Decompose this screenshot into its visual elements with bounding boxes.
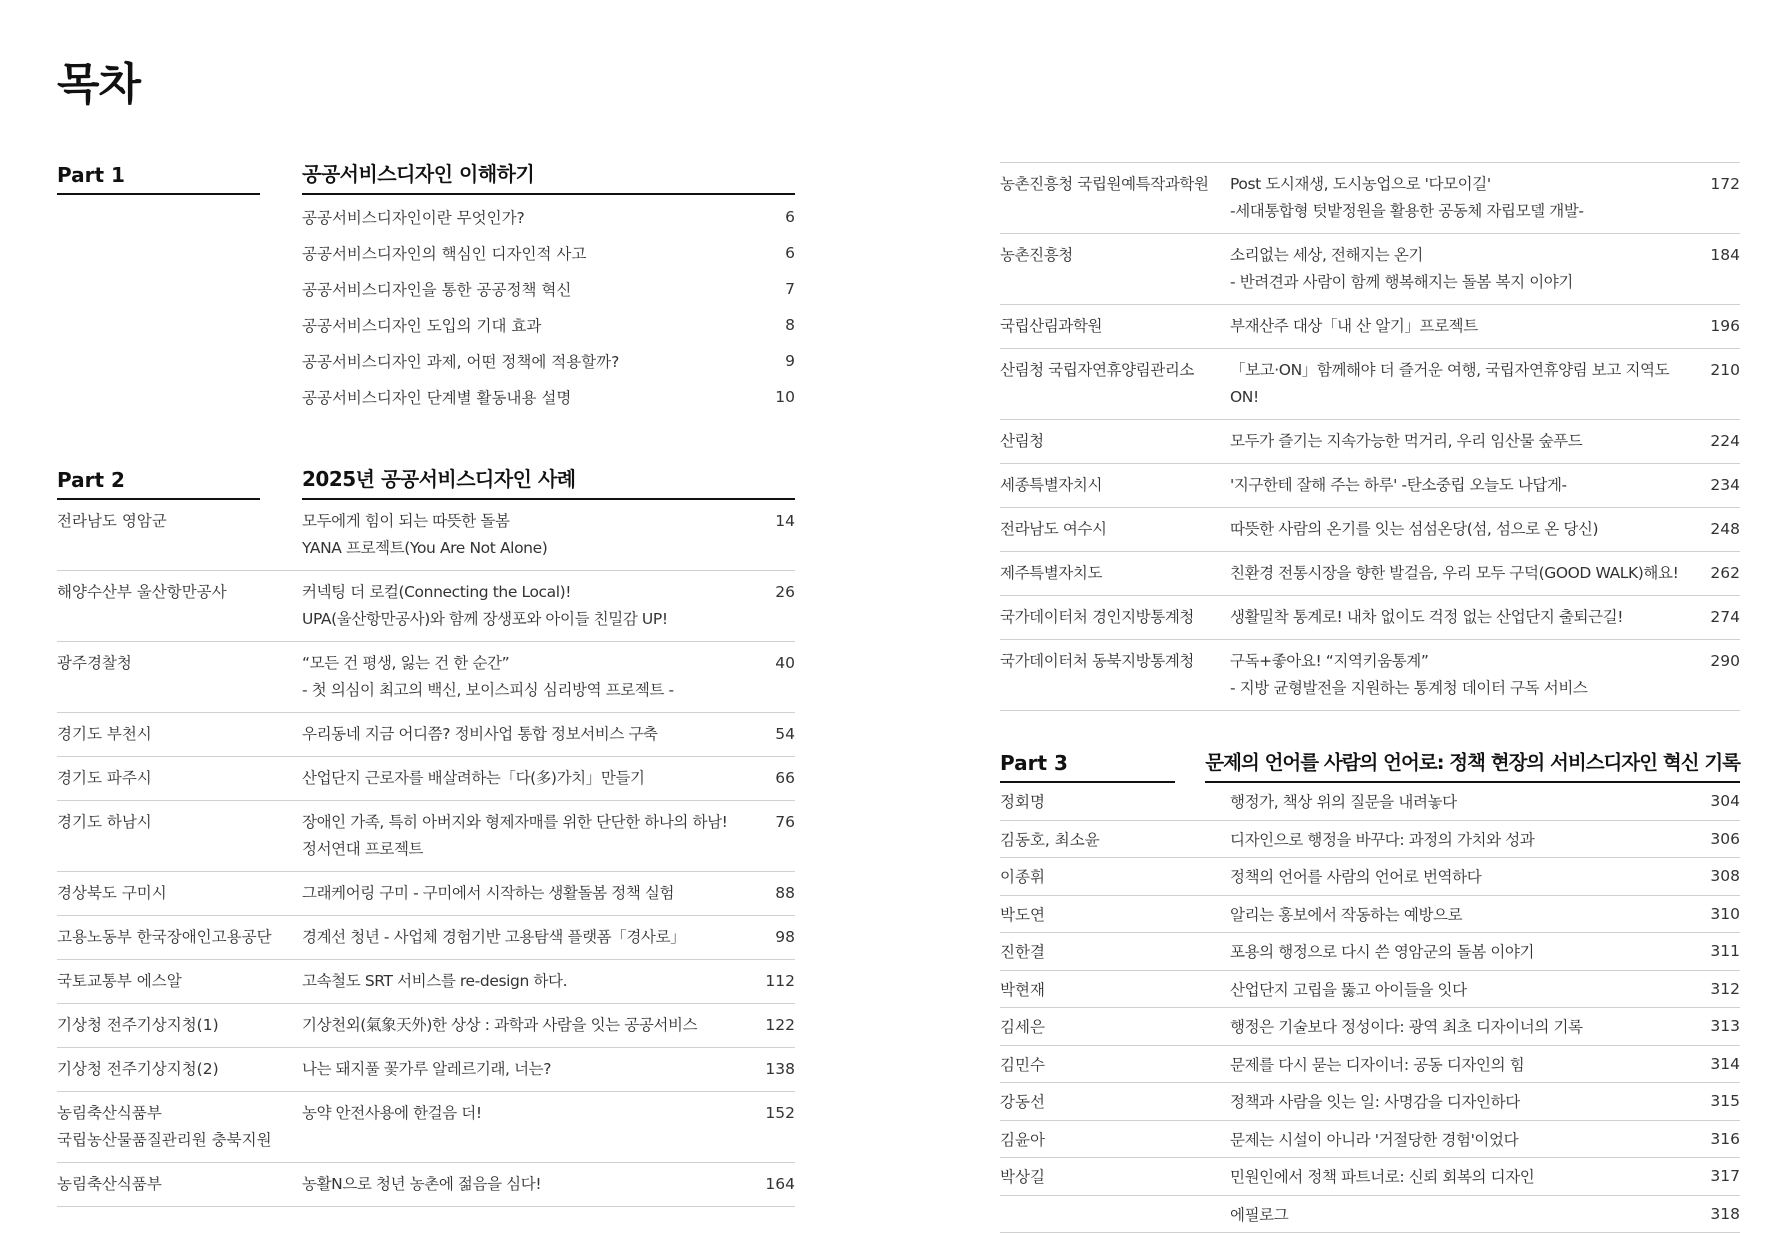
toc-essay-row[interactable] [1000,1008,1740,1046]
case-title: 커넥팅 더 로컬(Connecting the Local)! UPA(울산항만공사)와 함께 장생포와 아이들 친밀감 UP! [302,579,755,633]
toc-entry[interactable] [302,379,795,415]
case-title: 그래케어링 구미 - 구미에서 시작하는 생활돌봄 정책 실험 [302,880,755,907]
case-organization: 기상청 전주기상지청(1) [57,1012,302,1039]
case-organization: 경기도 하남시 [57,809,302,863]
case-organization: 농림축산식품부 국립농산물품질관리원 충북지원 [57,1100,302,1154]
toc-essay-row[interactable] [1000,1046,1740,1084]
case-page: 172 [1700,171,1740,225]
part2-left-list [57,500,795,1207]
toc-case-row[interactable] [1000,640,1740,711]
case-title: 나는 돼지풀 꽃가루 알레르기래, 너는? [302,1056,755,1083]
case-page: 112 [755,968,795,995]
part2-label: Part 2 [57,468,260,500]
case-page: 40 [755,650,795,704]
case-page: 98 [755,924,795,951]
toc-case-row[interactable] [57,872,795,916]
essay-title: 산업단지 고립을 뚫고 아이들을 잇다 [1230,978,1700,1000]
case-organization: 광주경찰청 [57,650,302,704]
essay-page: 310 [1700,905,1740,923]
essay-page: 311 [1700,942,1740,960]
case-page: 122 [755,1012,795,1039]
toc-entry-page: 10 [745,388,795,406]
case-title: 소리없는 세상, 전해지는 온기 - 반려견과 사람이 함께 행복해지는 돌봄 복지 이야기 [1230,242,1700,296]
toc-case-row[interactable] [57,757,795,801]
essay-page: 308 [1700,867,1740,885]
case-page: 26 [755,579,795,633]
case-page: 66 [755,765,795,792]
toc-essay-row[interactable] [1000,933,1740,971]
toc-case-row[interactable] [1000,305,1740,349]
case-organization: 해양수산부 울산항만공사 [57,579,302,633]
toc-essay-row[interactable] [1000,1083,1740,1121]
essay-page: 313 [1700,1017,1740,1035]
toc-essay-row[interactable] [1000,1158,1740,1196]
case-organization: 전라남도 영암군 [57,508,302,562]
case-organization: 국립산림과학원 [1000,313,1230,340]
essay-title: 정책의 언어를 사람의 언어로 번역하다 [1230,865,1700,887]
case-title: 생활밀착 통계로! 내차 없이도 걱정 없는 산업단지 출퇴근길! [1230,604,1700,631]
case-organization: 경기도 부천시 [57,721,302,748]
left-column [57,158,795,1207]
toc-case-row[interactable] [1000,163,1740,234]
essay-author: 박도연 [1000,903,1230,925]
toc-case-row[interactable] [57,960,795,1004]
toc-essay-row[interactable] [1000,1196,1740,1233]
case-page: 184 [1700,242,1740,296]
part3-title[interactable]: 문제의 언어를 사람의 언어로: 정책 현장의 서비스디자인 혁신 기록 [1205,747,1740,783]
case-page: 248 [1700,516,1740,543]
case-page: 54 [755,721,795,748]
essay-author: 김윤아 [1000,1128,1230,1150]
case-page: 224 [1700,428,1740,455]
case-page: 164 [755,1171,795,1198]
right-column [1000,162,1740,1233]
toc-case-row[interactable] [57,1163,795,1207]
case-title: 구독+좋아요! “지역키움통계” - 지방 균형발전을 지원하는 통계청 데이터 구독 서비스 [1230,648,1700,702]
case-title: Post 도시재생, 도시농업으로 '다모이길' -세대통합형 텃밭정원을 활용한 공동체 자립모델 개발- [1230,171,1700,225]
toc-case-row[interactable] [1000,596,1740,640]
essay-page: 314 [1700,1055,1740,1073]
case-title: 기상천외(氣象天外)한 상상 : 과학과 사람을 잇는 공공서비스 [302,1012,755,1039]
case-title: 고속철도 SRT 서비스를 re-design 하다. [302,968,755,995]
toc-case-row[interactable] [57,801,795,872]
essay-title: 에필로그 [1230,1203,1700,1225]
toc-case-row[interactable] [57,1092,795,1163]
essay-page: 318 [1700,1205,1740,1223]
toc-case-row[interactable] [57,713,795,757]
part2-title[interactable]: 2025년 공공서비스디자인 사례 [302,463,795,500]
case-organization: 고용노동부 한국장애인고용공단 [57,924,302,951]
essay-title: 정책과 사람을 잇는 일: 사명감을 디자인하다 [1230,1090,1700,1112]
toc-entry-title: 공공서비스디자인 과제, 어떤 정책에 적용할까? [302,350,745,372]
case-title: 모두에게 힘이 되는 따뜻한 돌봄 YANA 프로젝트(You Are Not Alone) [302,508,755,562]
toc-essay-row[interactable] [1000,1121,1740,1159]
case-organization: 경기도 파주시 [57,765,302,792]
part3-list [1000,783,1740,1233]
essay-page: 317 [1700,1167,1740,1185]
case-organization: 산림청 국립자연휴양림관리소 [1000,357,1230,411]
part3-header [1000,747,1740,783]
toc-essay-row[interactable] [1000,821,1740,859]
essay-author: 김민수 [1000,1053,1230,1075]
case-page: 274 [1700,604,1740,631]
toc-entry-title: 공공서비스디자인이란 무엇인가? [302,206,745,228]
toc-entry-page: 7 [745,280,795,298]
case-organization: 국토교통부 에스알 [57,968,302,995]
toc-entry-page: 9 [745,352,795,370]
toc-case-row[interactable] [1000,464,1740,508]
case-organization: 전라남도 여수시 [1000,516,1230,543]
case-page: 234 [1700,472,1740,499]
case-title: 모두가 즐기는 지속가능한 먹거리, 우리 임산물 숲푸드 [1230,428,1700,455]
toc-entry-page: 6 [745,244,795,262]
toc-essay-row[interactable] [1000,971,1740,1009]
essay-author: 강동선 [1000,1090,1230,1112]
case-organization: 농촌진흥청 [1000,242,1230,296]
case-organization: 제주특별자치도 [1000,560,1230,587]
essay-title: 행정가, 책상 위의 질문을 내려놓다 [1230,790,1700,812]
toc-case-row[interactable] [57,1048,795,1092]
toc-case-row[interactable] [57,916,795,960]
part1-label: Part 1 [57,163,260,195]
case-title: 산업단지 근로자를 배살려하는「다(多)가치」만들기 [302,765,755,792]
essay-page: 306 [1700,830,1740,848]
essay-title: 행정은 기술보다 정성이다: 광역 최초 디자이너의 기록 [1230,1015,1700,1037]
essay-title: 디자인으로 행정을 바꾸다: 과정의 가치와 성과 [1230,828,1700,850]
essay-author: 정회명 [1000,790,1230,812]
case-page: 76 [755,809,795,863]
toc-entry-title: 공공서비스디자인 도입의 기대 효과 [302,314,745,336]
case-organization: 기상청 전주기상지청(2) [57,1056,302,1083]
toc-case-row[interactable] [1000,552,1740,596]
case-title: 「보고·ON」함께해야 더 즐거운 여행, 국립자연휴양림 보고 지역도 ON! [1230,357,1700,411]
case-title: “모든 건 평생, 잃는 건 한 순간” - 첫 의심이 최고의 백신, 보이스피싱 심리방역 프로젝트 - [302,650,755,704]
case-page: 290 [1700,648,1740,702]
essay-page: 315 [1700,1092,1740,1110]
toc-entry[interactable] [302,271,795,307]
toc-entry-title: 공공서비스디자인 단계별 활동내용 설명 [302,386,745,408]
case-organization: 국가데이터처 경인지방통계청 [1000,604,1230,631]
toc-entry-title: 공공서비스디자인의 핵심인 디자인적 사고 [302,242,745,264]
case-title: 농약 안전사용에 한걸음 더! [302,1100,755,1154]
toc-entry[interactable] [302,199,795,235]
essay-author: 박현재 [1000,978,1230,1000]
essay-title: 문제는 시설이 아니라 '거절당한 경험'이었다 [1230,1128,1700,1150]
essay-page: 304 [1700,792,1740,810]
essay-author: 김세은 [1000,1015,1230,1037]
case-title: 장애인 가족, 특히 아버지와 형제자매를 위한 단단한 하나의 하남! 정서연대 프로젝트 [302,809,755,863]
case-title: 우리동네 지금 어디쯤? 정비사업 통합 정보서비스 구축 [302,721,755,748]
case-page: 138 [755,1056,795,1083]
toc-case-row[interactable] [1000,508,1740,552]
essay-author: 진한결 [1000,940,1230,962]
case-title: 경계선 청년 - 사업체 경험기반 고용탐색 플랫폼「경사로」 [302,924,755,951]
toc-case-row[interactable] [1000,234,1740,305]
case-page: 210 [1700,357,1740,411]
essay-title: 알리는 홍보에서 작동하는 예방으로 [1230,903,1700,925]
essay-author: 박상길 [1000,1165,1230,1187]
toc-case-row[interactable] [57,500,795,571]
essay-title: 포용의 행정으로 다시 쓴 영암군의 돌봄 이야기 [1230,940,1700,962]
essay-author: 김동호, 최소윤 [1000,828,1230,850]
toc-case-row[interactable] [1000,349,1740,420]
toc-case-row[interactable] [57,1004,795,1048]
part3-label: Part 3 [1000,751,1175,783]
toc-case-row[interactable] [1000,420,1740,464]
part2-right-list [1000,163,1740,711]
part1-header [57,158,795,195]
toc-entry[interactable] [302,307,795,343]
toc-entry[interactable] [302,235,795,271]
essay-author: 이종휘 [1000,865,1230,887]
part1-list [57,199,795,415]
toc-entry[interactable] [302,343,795,379]
case-page: 152 [755,1100,795,1154]
case-page: 196 [1700,313,1740,340]
case-organization: 경상북도 구미시 [57,880,302,907]
case-page: 88 [755,880,795,907]
toc-entry-page: 8 [745,316,795,334]
case-title: 따뜻한 사람의 온기를 잇는 섬섬온당(섬, 섬으로 온 당신) [1230,516,1700,543]
case-organization: 농림축산식품부 [57,1171,302,1198]
part2-header [57,463,795,500]
essay-title: 민원인에서 정책 파트너로: 신뢰 회복의 디자인 [1230,1165,1700,1187]
case-title: 친환경 전통시장을 향한 발걸음, 우리 모두 구덕(GOOD WALK)해요! [1230,560,1700,587]
toc-case-row[interactable] [57,571,795,642]
toc-entry-title: 공공서비스디자인을 통한 공공정책 혁신 [302,278,745,300]
essay-page: 316 [1700,1130,1740,1148]
case-page: 14 [755,508,795,562]
toc-essay-row[interactable] [1000,783,1740,821]
essay-title: 문제를 다시 묻는 디자이너: 공동 디자인의 힘 [1230,1053,1700,1075]
part1-title[interactable]: 공공서비스디자인 이해하기 [302,158,795,195]
page-title: 목차 [57,48,140,112]
case-organization: 농촌진흥청 국립원예특작과학원 [1000,171,1230,225]
toc-essay-row[interactable] [1000,896,1740,934]
case-title: 농활N으로 청년 농촌에 젊음을 심다! [302,1171,755,1198]
essay-page: 312 [1700,980,1740,998]
case-title: 부재산주 대상「내 산 알기」프로젝트 [1230,313,1700,340]
case-organization: 국가데이터처 동북지방통계청 [1000,648,1230,702]
case-organization: 산림청 [1000,428,1230,455]
case-title: '지구한테 잘해 주는 하루' -탄소중립 오늘도 나답게- [1230,472,1700,499]
toc-essay-row[interactable] [1000,858,1740,896]
case-organization: 세종특별자치시 [1000,472,1230,499]
toc-entry-page: 6 [745,208,795,226]
toc-case-row[interactable] [57,642,795,713]
case-page: 262 [1700,560,1740,587]
